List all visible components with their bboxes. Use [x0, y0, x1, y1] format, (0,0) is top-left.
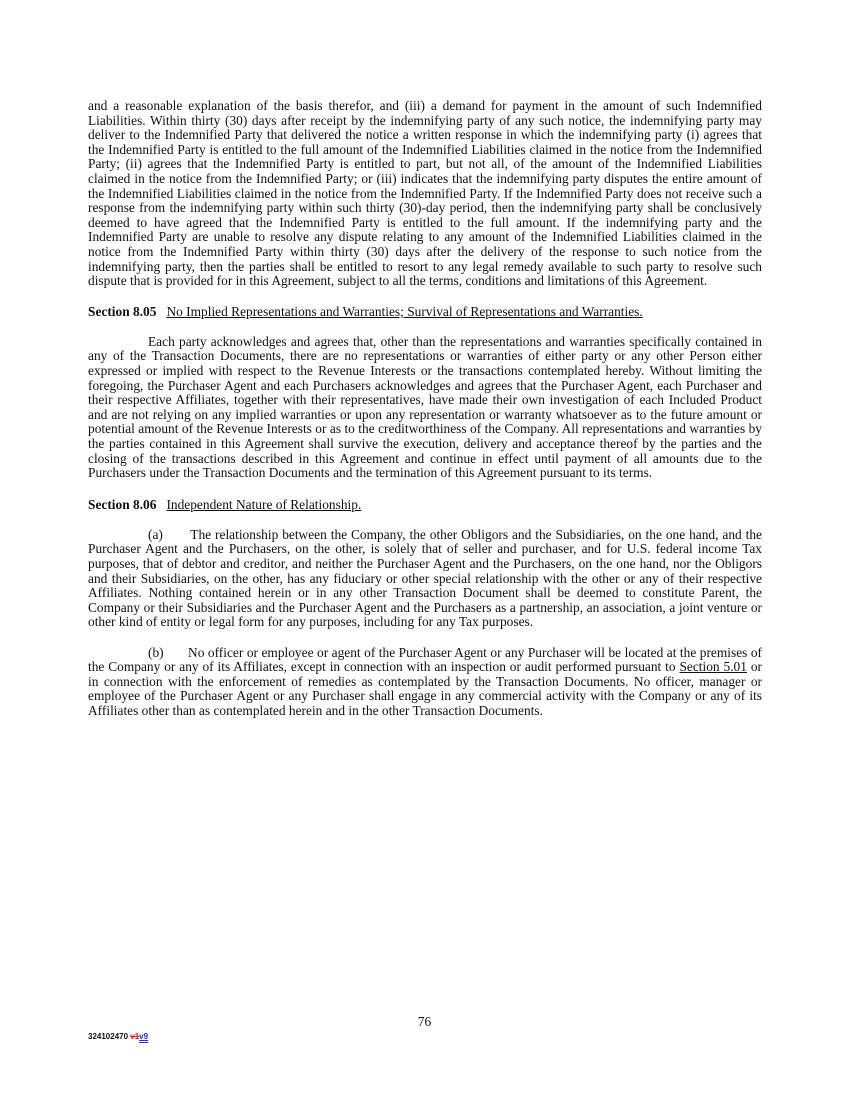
text: or in connection with the enforcement of remedies as contemplated by the Transaction Documents. No officer, manager or employee of the Purchaser Agent or any Purchaser shall engage in any commercial activity with the Company or any of its Affiliates other than as contemplated herein and in the other Transaction Documents. [88, 659, 762, 718]
section-number: Section 8.06 [88, 496, 157, 512]
section-8-05-heading [88, 305, 762, 320]
section-8-06-heading [88, 498, 762, 513]
section-title: Independent Nature of Relationship. [166, 496, 362, 512]
deleted-version: v1 [130, 1032, 140, 1041]
document-footer-id [88, 1032, 148, 1041]
paragraph-8-06-a: (a) The relationship between the Company, the other Obligors and the Subsidiaries, on the one hand, and the Purchaser Agent and the Purchasers, on the other, is solely that of seller and purchaser, and for U.S. federal income Tax purposes, that of debtor and creditor, and neither the Purchaser Agent and the Purchasers, on the one hand, nor the Obligors and their Subsidiaries, on the other, has any fiduciary or other special relationship with the other or any of their respective Affiliates. Nothing contained herein or in any other Transaction Document shall be deemed to constitute Parent, the Company or their Subsidiaries and the Purchaser Agent and the Purchasers as a partnership, an association, a joint venture or other kind of entity or legal form for any purposes, including for any Tax purposes. [88, 526, 762, 630]
inserted-version: v9 [139, 1032, 149, 1041]
section-number: Section 8.05 [88, 303, 157, 319]
document-body [88, 99, 762, 718]
section-title: No Implied Representations and Warranties; Survival of Representations and Warranties. [166, 303, 643, 319]
page-number: 76 [417, 1014, 432, 1029]
paragraph-indemnification-continued: and a reasonable explanation of the basis therefor, and (iii) a demand for payment in the amount of such Indemnified Liabilities. Within thirty (30) days after receipt by the indemnifying party of any such notice, the indemnifying party may deliver to the Indemnified Party that delivered the notice a written response in which the indemnifying party (i) agrees that the Indemnified Party is entitled to the full amount of the Indemnified Liabilities claimed in the notice from the Indemnified Party; (ii) agrees that the Indemnified Party is entitled to part, but not all, of the amount of the Indemnified Liabilities claimed in the notice from the Indemnified Party; or (iii) indicates that the indemnifying party disputes the entire amount of the Indemnified Liabilities claimed in the notice from the Indemnified Party. If the Indemnified Party does not receive such a response from the indemnifying party within such thirty (30)-day period, then the indemnifying party shall be conclusively deemed to have agreed that the Indemnified Party is entitled to the full amount. If the indemnifying party and the Indemnified Party are unable to resolve any dispute relating to any amount of the Indemnified Liabilities claimed in the notice from the Indemnified Party within thirty (30) days after the delivery of the response to such notice from the indemnifying party, then the parties shall be entitled to resort to any legal remedy available to such party to resolve such dispute that is provided for in this Agreement, subject to all the terms, conditions and limitations of this Agreement. [88, 98, 762, 289]
paragraph-8-06-b [88, 646, 762, 719]
paragraph-8-05: Each party acknowledges and agrees that, other than the representations and warranties specifically contained in any of the Transaction Documents, there are no representations or warranties of either party or any other Person either expressed or implied with respect to the Revenue Interests or the transactions contemplated hereby. Without limiting the foregoing, the Purchaser Agent and each Purchasers acknowledges and agrees that the Purchaser Agent, each Purchaser and their respective Affiliates, together with their representatives, have made their own investigation of each Included Product and are not relying on any implied warranties or upon any representation or warranty whatsoever as to the future amount or potential amount of the Revenue Interests or as to the creditworthiness of the Company. All representations and warranties by the parties contained in this Agreement shall survive the execution, delivery and acceptance thereof by the parties and the closing of the transactions described in this Agreement and continue in effect until payment of all amounts due to the Purchasers under the Transaction Documents and the termination of this Agreement pursuant to its terms. [88, 333, 762, 481]
doc-id: 324102470 [88, 1032, 131, 1041]
section-5-01-reference[interactable]: Section 5.01 [679, 659, 747, 675]
text: (b) No officer or employee or agent of the Purchaser Agent or any Purchaser will be located at the premises of the Company or any of its Affiliates, except in connection with an inspection or audit performed pursuant to [88, 644, 762, 675]
